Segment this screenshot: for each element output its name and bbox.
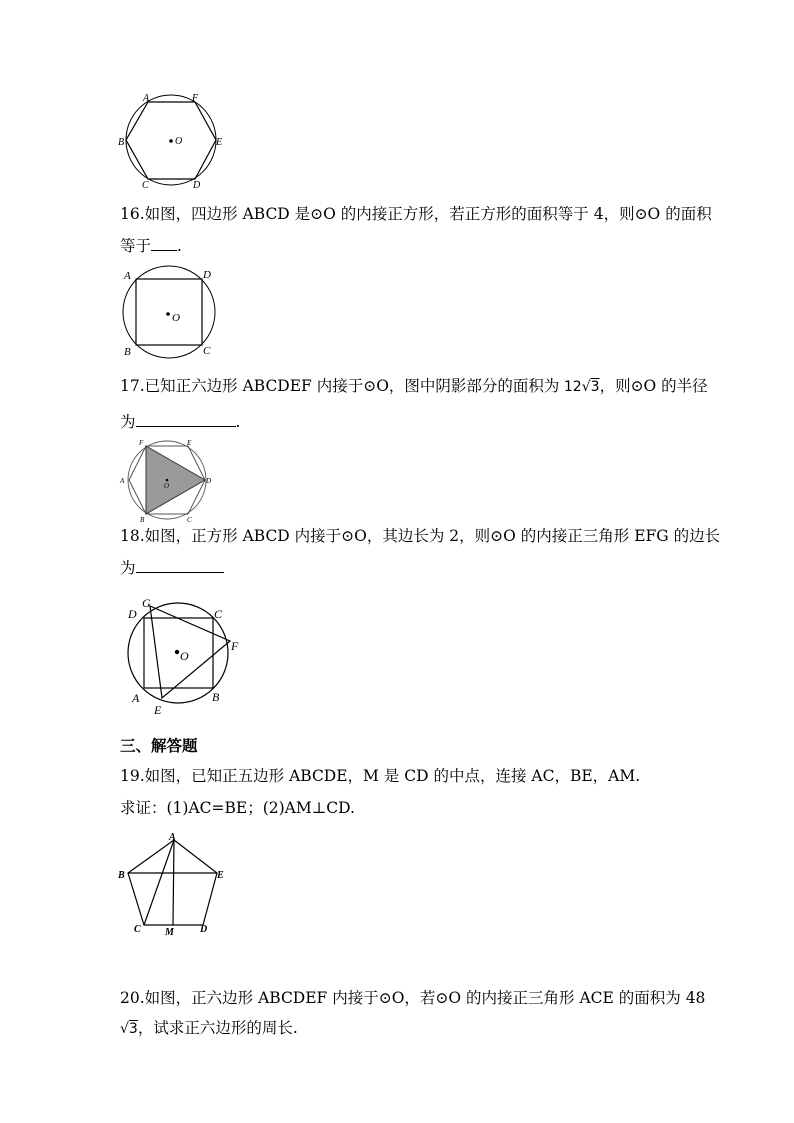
fig15-label-f: F bbox=[192, 93, 199, 104]
q18-line1: 18.如图，正方形 ABCD 内接于⊙O，其边长为 2，则⊙O 的内接正三角形 EFG 的边长 bbox=[120, 527, 721, 545]
fig16-label-c: C bbox=[203, 345, 211, 357]
q17-area-radicand: 3 bbox=[590, 379, 600, 395]
fig19-label-e: E bbox=[217, 870, 224, 881]
q17-line2-end: . bbox=[235, 413, 241, 431]
q17-answer-blank bbox=[136, 412, 236, 427]
fig19-segment-ac bbox=[144, 840, 174, 925]
fig17-label-b: B bbox=[140, 516, 145, 524]
fig18-label-c: C bbox=[214, 607, 223, 621]
figure-19-pentagon bbox=[115, 828, 230, 938]
q19-line1: 19.如图，已知正五边形 ABCDE，M 是 CD 的中点，连接 AC，BE，AM. bbox=[120, 767, 641, 785]
fig16-label-o: O bbox=[172, 312, 180, 324]
q20-area-radicand: 3 bbox=[128, 1021, 138, 1037]
fig15-label-e: E bbox=[216, 137, 223, 148]
fig17-label-d: D bbox=[206, 477, 212, 485]
fig18-label-o: O bbox=[180, 649, 189, 663]
q17-line2-text: 为 bbox=[120, 413, 136, 431]
q16-line2-text: 等于 bbox=[120, 237, 152, 255]
fig18-center-dot bbox=[175, 650, 179, 654]
fig15-label-c: C bbox=[142, 180, 149, 191]
q17-line1-b: ，则⊙O 的半径 bbox=[599, 377, 708, 395]
q18-line2-text: 为 bbox=[120, 559, 136, 577]
fig19-segment-am bbox=[173, 840, 174, 925]
q17-area-value: 12√3 bbox=[563, 379, 600, 395]
q16-line2 bbox=[120, 236, 182, 256]
figure-16-square bbox=[115, 262, 225, 362]
fig15-label-d: D bbox=[193, 180, 201, 191]
fig18-label-g: G bbox=[142, 596, 151, 610]
q17-line2 bbox=[120, 412, 240, 432]
fig17-label-o: O bbox=[164, 482, 170, 490]
q20-area-sqrt: √3 bbox=[120, 1021, 138, 1037]
section-title: 三、解答题 bbox=[120, 737, 198, 755]
q20-line2 bbox=[120, 1018, 298, 1039]
fig18-label-b: B bbox=[212, 690, 220, 704]
q18-answer-blank bbox=[136, 558, 224, 573]
fig16-circle bbox=[123, 266, 215, 358]
fig18-label-e: E bbox=[154, 703, 162, 717]
fig18-label-f: F bbox=[231, 639, 239, 653]
q19-line2: 求证：(1)AC=BE；(2)AM⊥CD. bbox=[120, 799, 355, 817]
fig16-label-d: D bbox=[203, 269, 211, 281]
fig15-label-o: O bbox=[175, 136, 183, 147]
fig17-label-c: C bbox=[187, 516, 192, 524]
fig18-label-a: A bbox=[132, 691, 140, 705]
fig17-label-e: E bbox=[187, 439, 192, 447]
fig17-shaded-triangle bbox=[146, 446, 205, 514]
fig19-label-a: A bbox=[169, 832, 176, 843]
fig15-label-b: B bbox=[118, 137, 125, 148]
q16-line2-end: . bbox=[177, 237, 182, 255]
fig16-center-dot bbox=[166, 312, 170, 316]
fig17-label-f: F bbox=[139, 439, 144, 447]
q18-line2 bbox=[120, 558, 224, 578]
fig15-label-a: A bbox=[143, 93, 150, 104]
fig16-label-a: A bbox=[124, 270, 131, 282]
figure-15-hexagon bbox=[115, 92, 230, 192]
fig19-label-d: D bbox=[200, 924, 208, 935]
fig19-label-m: M bbox=[165, 927, 174, 938]
fig17-center-dot bbox=[166, 479, 169, 482]
fig16-square bbox=[136, 279, 202, 345]
q16-line1: 16.如图，四边形 ABCD 是⊙O 的内接正方形，若正方形的面积等于 4，则⊙O 的面积 bbox=[120, 205, 712, 223]
fig18-label-d: D bbox=[128, 607, 137, 621]
q17-line1-a: 17.已知正六边形 ABCDEF 内接于⊙O，图中阴影部分的面积为 bbox=[120, 377, 560, 395]
fig19-label-b: B bbox=[118, 870, 125, 881]
q17-area-coef: 12 bbox=[563, 379, 582, 395]
q20-line1: 20.如图，正六边形 ABCDEF 内接于⊙O，若⊙O 的内接正三角形 ACE 的面积为 48 bbox=[120, 989, 706, 1007]
fig15-center-dot bbox=[169, 139, 173, 143]
fig19-pentagon bbox=[128, 840, 217, 925]
fig16-label-b: B bbox=[124, 346, 131, 358]
fig19-label-c: C bbox=[134, 924, 141, 935]
figure-17-hexagon-triangle bbox=[117, 438, 217, 524]
q17-line1 bbox=[120, 376, 708, 397]
figure-18-square-triangle bbox=[118, 594, 250, 718]
q20-line2-b: ，试求正六边形的周长. bbox=[137, 1019, 298, 1037]
fig17-label-a: A bbox=[120, 477, 125, 485]
q16-answer-blank bbox=[151, 236, 177, 251]
